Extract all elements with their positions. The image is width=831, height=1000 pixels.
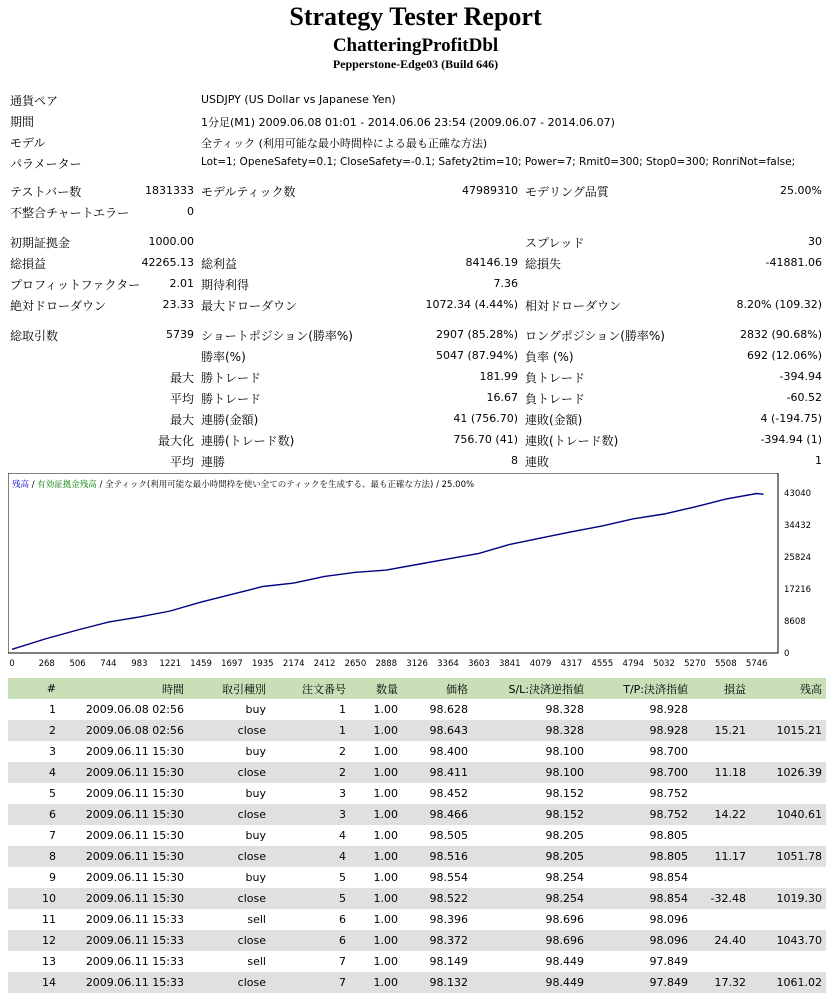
cell-time: 2009.06.08 02:56 bbox=[60, 699, 188, 720]
info-value-period: 1分足(M1) 2009.06.08 01:01 - 2014.06.06 23:54 (2009.06.07 - 2014.06.07) bbox=[201, 116, 615, 129]
cell-profit bbox=[692, 867, 750, 888]
stat-label-max: 最大 bbox=[169, 371, 194, 385]
y-axis-ticks bbox=[784, 489, 811, 659]
cell-type: close bbox=[188, 972, 270, 993]
cell-number: 12 bbox=[8, 930, 60, 951]
cell-number: 1 bbox=[8, 699, 60, 720]
cell-price: 98.628 bbox=[402, 699, 472, 720]
cell-tp: 98.096 bbox=[588, 909, 692, 930]
cell-number: 9 bbox=[8, 867, 60, 888]
stat-label-consec-loss-trades: 連敗(トレード数) bbox=[525, 434, 619, 448]
stat-value-largest-loss: -394.94 bbox=[779, 370, 822, 383]
stat-value-largest-win: 181.99 bbox=[479, 370, 518, 383]
cell-time: 2009.06.08 02:56 bbox=[60, 720, 188, 741]
cell-tp: 98.854 bbox=[588, 867, 692, 888]
cell-balance: 1019.30 bbox=[750, 888, 826, 909]
cell-time: 2009.06.11 15:30 bbox=[60, 804, 188, 825]
col-header-sl: S/L:決済逆指値 bbox=[472, 678, 588, 699]
cell-profit bbox=[692, 783, 750, 804]
cell-balance bbox=[750, 699, 826, 720]
cell-order: 2 bbox=[270, 741, 350, 762]
col-header-order: 注文番号 bbox=[270, 678, 350, 699]
stat-label-max-2: 最大 bbox=[169, 413, 194, 427]
cell-price: 98.522 bbox=[402, 888, 472, 909]
x-tick-label: 1697 bbox=[221, 659, 243, 669]
x-tick-label: 5746 bbox=[745, 659, 768, 669]
cell-sl: 98.328 bbox=[472, 720, 588, 741]
x-tick-label: 744 bbox=[100, 659, 117, 669]
stat-value-gross-profit: 84146.19 bbox=[465, 256, 518, 269]
stat-value-quality: 25.00% bbox=[780, 184, 822, 197]
cell-tp: 98.928 bbox=[588, 720, 692, 741]
stat-label-ticks: モデルティック数 bbox=[201, 185, 296, 199]
cell-type: buy bbox=[188, 825, 270, 846]
cell-number: 14 bbox=[8, 972, 60, 993]
stat-label-largest-win: 勝トレード bbox=[201, 371, 262, 385]
cell-size: 1.00 bbox=[350, 888, 402, 909]
cell-time: 2009.06.11 15:30 bbox=[60, 888, 188, 909]
cell-sl: 98.205 bbox=[472, 825, 588, 846]
cell-order: 7 bbox=[270, 951, 350, 972]
y-tick-label: 0 bbox=[784, 649, 790, 659]
cell-profit: 15.21 bbox=[692, 720, 750, 741]
y-tick-label: 34432 bbox=[784, 521, 812, 531]
cell-tp: 98.752 bbox=[588, 804, 692, 825]
stat-value-gross-loss: -41881.06 bbox=[765, 256, 822, 269]
cell-balance: 1026.39 bbox=[750, 762, 826, 783]
table-row bbox=[8, 867, 826, 888]
x-tick-label: 2650 bbox=[344, 659, 367, 669]
table-row bbox=[8, 804, 826, 825]
stat-label-consec-wins: 連勝(金額) bbox=[201, 413, 259, 427]
stat-label-average-2: 平均 bbox=[169, 455, 194, 469]
cell-type: sell bbox=[188, 909, 270, 930]
cell-type: close bbox=[188, 930, 270, 951]
stat-value-win-rate: 5047 (87.94%) bbox=[435, 349, 518, 362]
cell-size: 1.00 bbox=[350, 825, 402, 846]
cell-profit: 17.32 bbox=[692, 972, 750, 993]
stat-value-avg-consec-wins: 8 bbox=[511, 454, 518, 467]
cell-sl: 98.328 bbox=[472, 699, 588, 720]
cell-tp: 98.700 bbox=[588, 762, 692, 783]
cell-order: 4 bbox=[270, 825, 350, 846]
stat-value-avg-win: 16.67 bbox=[486, 391, 518, 404]
x-tick-label: 4555 bbox=[591, 659, 614, 669]
legend-sep-1: / bbox=[29, 480, 38, 490]
cell-size: 1.00 bbox=[350, 741, 402, 762]
stat-label-quality: モデリング品質 bbox=[525, 185, 609, 199]
cell-tp: 97.849 bbox=[588, 972, 692, 993]
x-tick-label: 0 bbox=[9, 659, 15, 669]
stat-value-total-trades: 5739 bbox=[166, 328, 194, 341]
stat-value-net-profit: 42265.13 bbox=[141, 256, 194, 269]
table-row bbox=[8, 909, 826, 930]
cell-price: 98.411 bbox=[402, 762, 472, 783]
y-tick-label: 25824 bbox=[784, 553, 812, 563]
cell-type: buy bbox=[188, 741, 270, 762]
col-header-profit: 損益 bbox=[692, 678, 750, 699]
cell-balance bbox=[750, 741, 826, 762]
cell-order: 5 bbox=[270, 888, 350, 909]
cell-size: 1.00 bbox=[350, 846, 402, 867]
cell-profit bbox=[692, 741, 750, 762]
cell-order: 1 bbox=[270, 699, 350, 720]
cell-balance bbox=[750, 909, 826, 930]
cell-order: 4 bbox=[270, 846, 350, 867]
cell-tp: 98.096 bbox=[588, 930, 692, 951]
cell-time: 2009.06.11 15:30 bbox=[60, 741, 188, 762]
chart-legend bbox=[12, 479, 474, 490]
x-tick-label: 1459 bbox=[190, 659, 212, 669]
x-tick-label: 983 bbox=[131, 659, 148, 669]
x-tick-label: 5032 bbox=[653, 659, 675, 669]
cell-size: 1.00 bbox=[350, 783, 402, 804]
x-tick-label: 1221 bbox=[159, 659, 182, 669]
cell-order: 2 bbox=[270, 762, 350, 783]
cell-order: 5 bbox=[270, 867, 350, 888]
cell-time: 2009.06.11 15:30 bbox=[60, 825, 188, 846]
cell-type: buy bbox=[188, 783, 270, 804]
cell-tp: 98.752 bbox=[588, 783, 692, 804]
cell-tp: 98.700 bbox=[588, 741, 692, 762]
legend-model: 全ティック(利用可能な最小時間枠を使い全てのティックを生成する、最も正確な方法) / 25.00% bbox=[105, 480, 475, 490]
table-header-row bbox=[8, 678, 826, 699]
cell-number: 3 bbox=[8, 741, 60, 762]
expert-name: ChatteringProfitDbl bbox=[332, 35, 499, 56]
cell-order: 6 bbox=[270, 909, 350, 930]
y-tick-label: 17216 bbox=[784, 585, 812, 595]
stat-label-deposit: 初期証拠金 bbox=[10, 236, 71, 250]
stat-value-loss-rate: 692 (12.06%) bbox=[746, 349, 822, 362]
info-label-period: 期間 bbox=[10, 115, 35, 129]
cell-sl: 98.152 bbox=[472, 783, 588, 804]
stat-value-ticks: 47989310 bbox=[462, 184, 518, 197]
cell-balance bbox=[750, 867, 826, 888]
cell-profit: 11.18 bbox=[692, 762, 750, 783]
cell-price: 98.149 bbox=[402, 951, 472, 972]
cell-sl: 98.205 bbox=[472, 846, 588, 867]
cell-sl: 98.449 bbox=[472, 951, 588, 972]
y-tick-label: 8608 bbox=[784, 617, 806, 627]
cell-price: 98.643 bbox=[402, 720, 472, 741]
cell-size: 1.00 bbox=[350, 930, 402, 951]
cell-sl: 98.254 bbox=[472, 888, 588, 909]
cell-profit bbox=[692, 699, 750, 720]
cell-price: 98.452 bbox=[402, 783, 472, 804]
cell-profit: 14.22 bbox=[692, 804, 750, 825]
cell-size: 1.00 bbox=[350, 720, 402, 741]
cell-time: 2009.06.11 15:30 bbox=[60, 762, 188, 783]
stat-label-avg-loss: 負トレード bbox=[525, 392, 586, 406]
cell-tp: 98.854 bbox=[588, 888, 692, 909]
cell-number: 2 bbox=[8, 720, 60, 741]
table-row bbox=[8, 783, 826, 804]
cell-time: 2009.06.11 15:33 bbox=[60, 951, 188, 972]
cell-balance: 1043.70 bbox=[750, 930, 826, 951]
stat-value-long: 2832 (90.68%) bbox=[739, 328, 822, 341]
cell-size: 1.00 bbox=[350, 699, 402, 720]
report-title: Strategy Tester Report bbox=[289, 2, 542, 31]
cell-type: buy bbox=[188, 699, 270, 720]
cell-price: 98.372 bbox=[402, 930, 472, 951]
cell-price: 98.400 bbox=[402, 741, 472, 762]
cell-price: 98.516 bbox=[402, 846, 472, 867]
legend-lots: 有効証拠金残高 bbox=[37, 480, 97, 490]
stat-label-max-drawdown: 最大ドローダウン bbox=[201, 299, 298, 313]
cell-order: 7 bbox=[270, 972, 350, 993]
stat-label-avg-win: 勝トレード bbox=[201, 392, 262, 406]
cell-number: 11 bbox=[8, 909, 60, 930]
chart-plot-area bbox=[8, 473, 778, 653]
cell-price: 98.132 bbox=[402, 972, 472, 993]
stat-label-avg-consec-wins: 連勝 bbox=[201, 455, 226, 469]
cell-size: 1.00 bbox=[350, 972, 402, 993]
x-tick-label: 4079 bbox=[529, 659, 552, 669]
stat-value-spread: 30 bbox=[808, 235, 822, 248]
stat-value-avg-consec-losses: 1 bbox=[815, 454, 822, 467]
table-row bbox=[8, 930, 826, 951]
cell-size: 1.00 bbox=[350, 804, 402, 825]
stat-value-consec-wins: 41 (756.70) bbox=[453, 412, 518, 425]
cell-time: 2009.06.11 15:33 bbox=[60, 909, 188, 930]
stat-value-mismatch: 0 bbox=[187, 205, 194, 218]
table-row bbox=[8, 846, 826, 867]
cell-time: 2009.06.11 15:30 bbox=[60, 783, 188, 804]
cell-balance bbox=[750, 951, 826, 972]
col-header-balance: 残高 bbox=[750, 678, 826, 699]
cell-balance bbox=[750, 825, 826, 846]
cell-type: close bbox=[188, 804, 270, 825]
x-tick-label: 3603 bbox=[468, 659, 490, 669]
cell-number: 8 bbox=[8, 846, 60, 867]
cell-balance: 1040.61 bbox=[750, 804, 826, 825]
x-tick-label: 3841 bbox=[498, 659, 521, 669]
cell-balance bbox=[750, 783, 826, 804]
info-label-symbol: 通貨ペア bbox=[10, 94, 59, 108]
stat-value-consec-loss-trades: -394.94 (1) bbox=[760, 433, 822, 446]
cell-sl: 98.100 bbox=[472, 762, 588, 783]
cell-number: 10 bbox=[8, 888, 60, 909]
col-header-tp: T/P:決済指値 bbox=[588, 678, 692, 699]
stat-label-maximal: 最大化 bbox=[157, 434, 194, 448]
deals-table bbox=[8, 678, 826, 993]
x-tick-label: 4317 bbox=[560, 659, 583, 669]
cell-size: 1.00 bbox=[350, 867, 402, 888]
cell-profit: -32.48 bbox=[692, 888, 750, 909]
balance-chart-svg bbox=[8, 473, 825, 671]
cell-balance: 1051.78 bbox=[750, 846, 826, 867]
col-header-size: 数量 bbox=[350, 678, 402, 699]
stat-label-average: 平均 bbox=[169, 392, 194, 406]
cell-order: 3 bbox=[270, 783, 350, 804]
cell-type: close bbox=[188, 846, 270, 867]
cell-profit: 11.17 bbox=[692, 846, 750, 867]
cell-number: 13 bbox=[8, 951, 60, 972]
cell-number: 7 bbox=[8, 825, 60, 846]
stat-value-consec-losses: 4 (-194.75) bbox=[760, 412, 822, 425]
x-tick-label: 2888 bbox=[375, 659, 398, 669]
stat-value-rel-drawdown: 8.20% (109.32) bbox=[736, 298, 822, 311]
stat-label-total-trades: 総取引数 bbox=[10, 329, 59, 343]
cell-number: 6 bbox=[8, 804, 60, 825]
stat-label-gross-profit: 総利益 bbox=[201, 257, 238, 271]
cell-type: sell bbox=[188, 951, 270, 972]
stat-label-long: ロングポジション(勝率%) bbox=[525, 329, 665, 343]
table-row bbox=[8, 825, 826, 846]
stat-label-largest-loss: 負トレード bbox=[525, 371, 586, 385]
stat-label-net-profit: 総損益 bbox=[10, 257, 47, 271]
x-tick-label: 268 bbox=[38, 659, 55, 669]
stat-label-gross-loss: 総損失 bbox=[525, 257, 562, 271]
stat-label-consec-profit: 連勝(トレード数) bbox=[201, 434, 295, 448]
cell-order: 1 bbox=[270, 720, 350, 741]
cell-profit bbox=[692, 825, 750, 846]
legend-balance: 残高 bbox=[12, 480, 30, 490]
table-row bbox=[8, 888, 826, 909]
table-row bbox=[8, 720, 826, 741]
balance-chart bbox=[8, 473, 825, 671]
cell-sl: 98.100 bbox=[472, 741, 588, 762]
cell-sl: 98.696 bbox=[472, 930, 588, 951]
stat-value-abs-drawdown: 23.33 bbox=[162, 298, 194, 311]
cell-type: close bbox=[188, 720, 270, 741]
cell-size: 1.00 bbox=[350, 909, 402, 930]
col-header-price: 価格 bbox=[402, 678, 472, 699]
x-tick-label: 3364 bbox=[437, 659, 459, 669]
cell-size: 1.00 bbox=[350, 762, 402, 783]
y-tick-label: 43040 bbox=[784, 489, 812, 499]
info-label-model: モデル bbox=[10, 136, 46, 150]
x-tick-label: 2412 bbox=[313, 659, 336, 669]
x-tick-label: 3126 bbox=[406, 659, 428, 669]
cell-tp: 98.805 bbox=[588, 825, 692, 846]
col-header-time: 時間 bbox=[60, 678, 188, 699]
cell-number: 4 bbox=[8, 762, 60, 783]
stat-value-short: 2907 (85.28%) bbox=[435, 328, 518, 341]
cell-time: 2009.06.11 15:30 bbox=[60, 846, 188, 867]
stat-label-bars: テストバー数 bbox=[10, 185, 82, 199]
cell-sl: 98.152 bbox=[472, 804, 588, 825]
stat-label-short: ショートポジション(勝率%) bbox=[201, 329, 353, 343]
x-tick-label: 506 bbox=[69, 659, 86, 669]
cell-tp: 98.928 bbox=[588, 699, 692, 720]
cell-price: 98.466 bbox=[402, 804, 472, 825]
legend-sep-2: / bbox=[96, 480, 106, 490]
x-tick-label: 2174 bbox=[282, 659, 305, 669]
stat-label-expected-payoff: 期待利得 bbox=[201, 278, 250, 292]
cell-balance: 1061.02 bbox=[750, 972, 826, 993]
stat-label-mismatch: 不整合チャートエラー bbox=[10, 206, 130, 220]
info-value-parameters: Lot=1; OpeneSafety=0.1; CloseSafety=-0.1; Safety2tim=10; Power=7; Rmit0=300; Stop0=300; RonriNot=false; bbox=[201, 156, 796, 168]
cell-size: 1.00 bbox=[350, 951, 402, 972]
stat-label-spread: スプレッド bbox=[525, 236, 585, 250]
cell-profit bbox=[692, 951, 750, 972]
x-tick-label: 5270 bbox=[684, 659, 706, 669]
cell-profit: 24.40 bbox=[692, 930, 750, 951]
table-row bbox=[8, 699, 826, 720]
cell-type: close bbox=[188, 762, 270, 783]
stat-label-profit-factor: プロフィットファクター bbox=[10, 278, 141, 292]
cell-order: 3 bbox=[270, 804, 350, 825]
stat-value-deposit: 1000.00 bbox=[148, 235, 194, 248]
stat-label-loss-rate: 負率 (%) bbox=[525, 350, 574, 364]
stat-value-expected-payoff: 7.36 bbox=[493, 277, 518, 290]
cell-type: close bbox=[188, 888, 270, 909]
cell-time: 2009.06.11 15:30 bbox=[60, 867, 188, 888]
table-row bbox=[8, 951, 826, 972]
stat-value-consec-profit: 756.70 (41) bbox=[453, 433, 518, 446]
stat-label-consec-losses: 連敗(金額) bbox=[525, 413, 583, 427]
cell-sl: 98.449 bbox=[472, 972, 588, 993]
cell-price: 98.554 bbox=[402, 867, 472, 888]
cell-type: buy bbox=[188, 867, 270, 888]
cell-order: 6 bbox=[270, 930, 350, 951]
cell-tp: 98.805 bbox=[588, 846, 692, 867]
cell-time: 2009.06.11 15:33 bbox=[60, 972, 188, 993]
cell-time: 2009.06.11 15:33 bbox=[60, 930, 188, 951]
stat-label-avg-consec-losses: 連敗 bbox=[525, 455, 550, 469]
server-build: Pepperstone-Edge03 (Build 646) bbox=[332, 57, 499, 71]
cell-sl: 98.254 bbox=[472, 867, 588, 888]
info-value-symbol: USDJPY (US Dollar vs Japanese Yen) bbox=[201, 93, 396, 106]
table-row bbox=[8, 762, 826, 783]
stat-value-profit-factor: 2.01 bbox=[169, 277, 194, 290]
table-row bbox=[8, 741, 826, 762]
cell-price: 98.396 bbox=[402, 909, 472, 930]
col-header-number: # bbox=[8, 678, 60, 699]
cell-profit bbox=[692, 909, 750, 930]
cell-tp: 97.849 bbox=[588, 951, 692, 972]
table-row bbox=[8, 972, 826, 993]
x-tick-label: 4794 bbox=[622, 659, 645, 669]
col-header-type: 取引種別 bbox=[188, 678, 270, 699]
cell-price: 98.505 bbox=[402, 825, 472, 846]
stat-label-rel-drawdown: 相対ドローダウン bbox=[525, 299, 622, 313]
x-tick-label: 5508 bbox=[714, 659, 737, 669]
cell-balance: 1015.21 bbox=[750, 720, 826, 741]
cell-sl: 98.696 bbox=[472, 909, 588, 930]
stat-label-abs-drawdown: 絶対ドローダウン bbox=[10, 299, 107, 313]
x-axis-ticks bbox=[9, 659, 767, 669]
info-value-model: 全ティック (利用可能な最小時間枠による最も正確な方法) bbox=[201, 137, 488, 150]
stat-value-max-drawdown: 1072.34 (4.44%) bbox=[425, 298, 518, 311]
stat-label-win-rate: 勝率(%) bbox=[201, 350, 246, 364]
info-label-parameters: パラメーター bbox=[10, 157, 82, 171]
cell-number: 5 bbox=[8, 783, 60, 804]
stat-value-avg-loss: -60.52 bbox=[786, 391, 822, 404]
stat-value-bars: 1831333 bbox=[145, 184, 194, 197]
x-tick-label: 1935 bbox=[251, 659, 274, 669]
